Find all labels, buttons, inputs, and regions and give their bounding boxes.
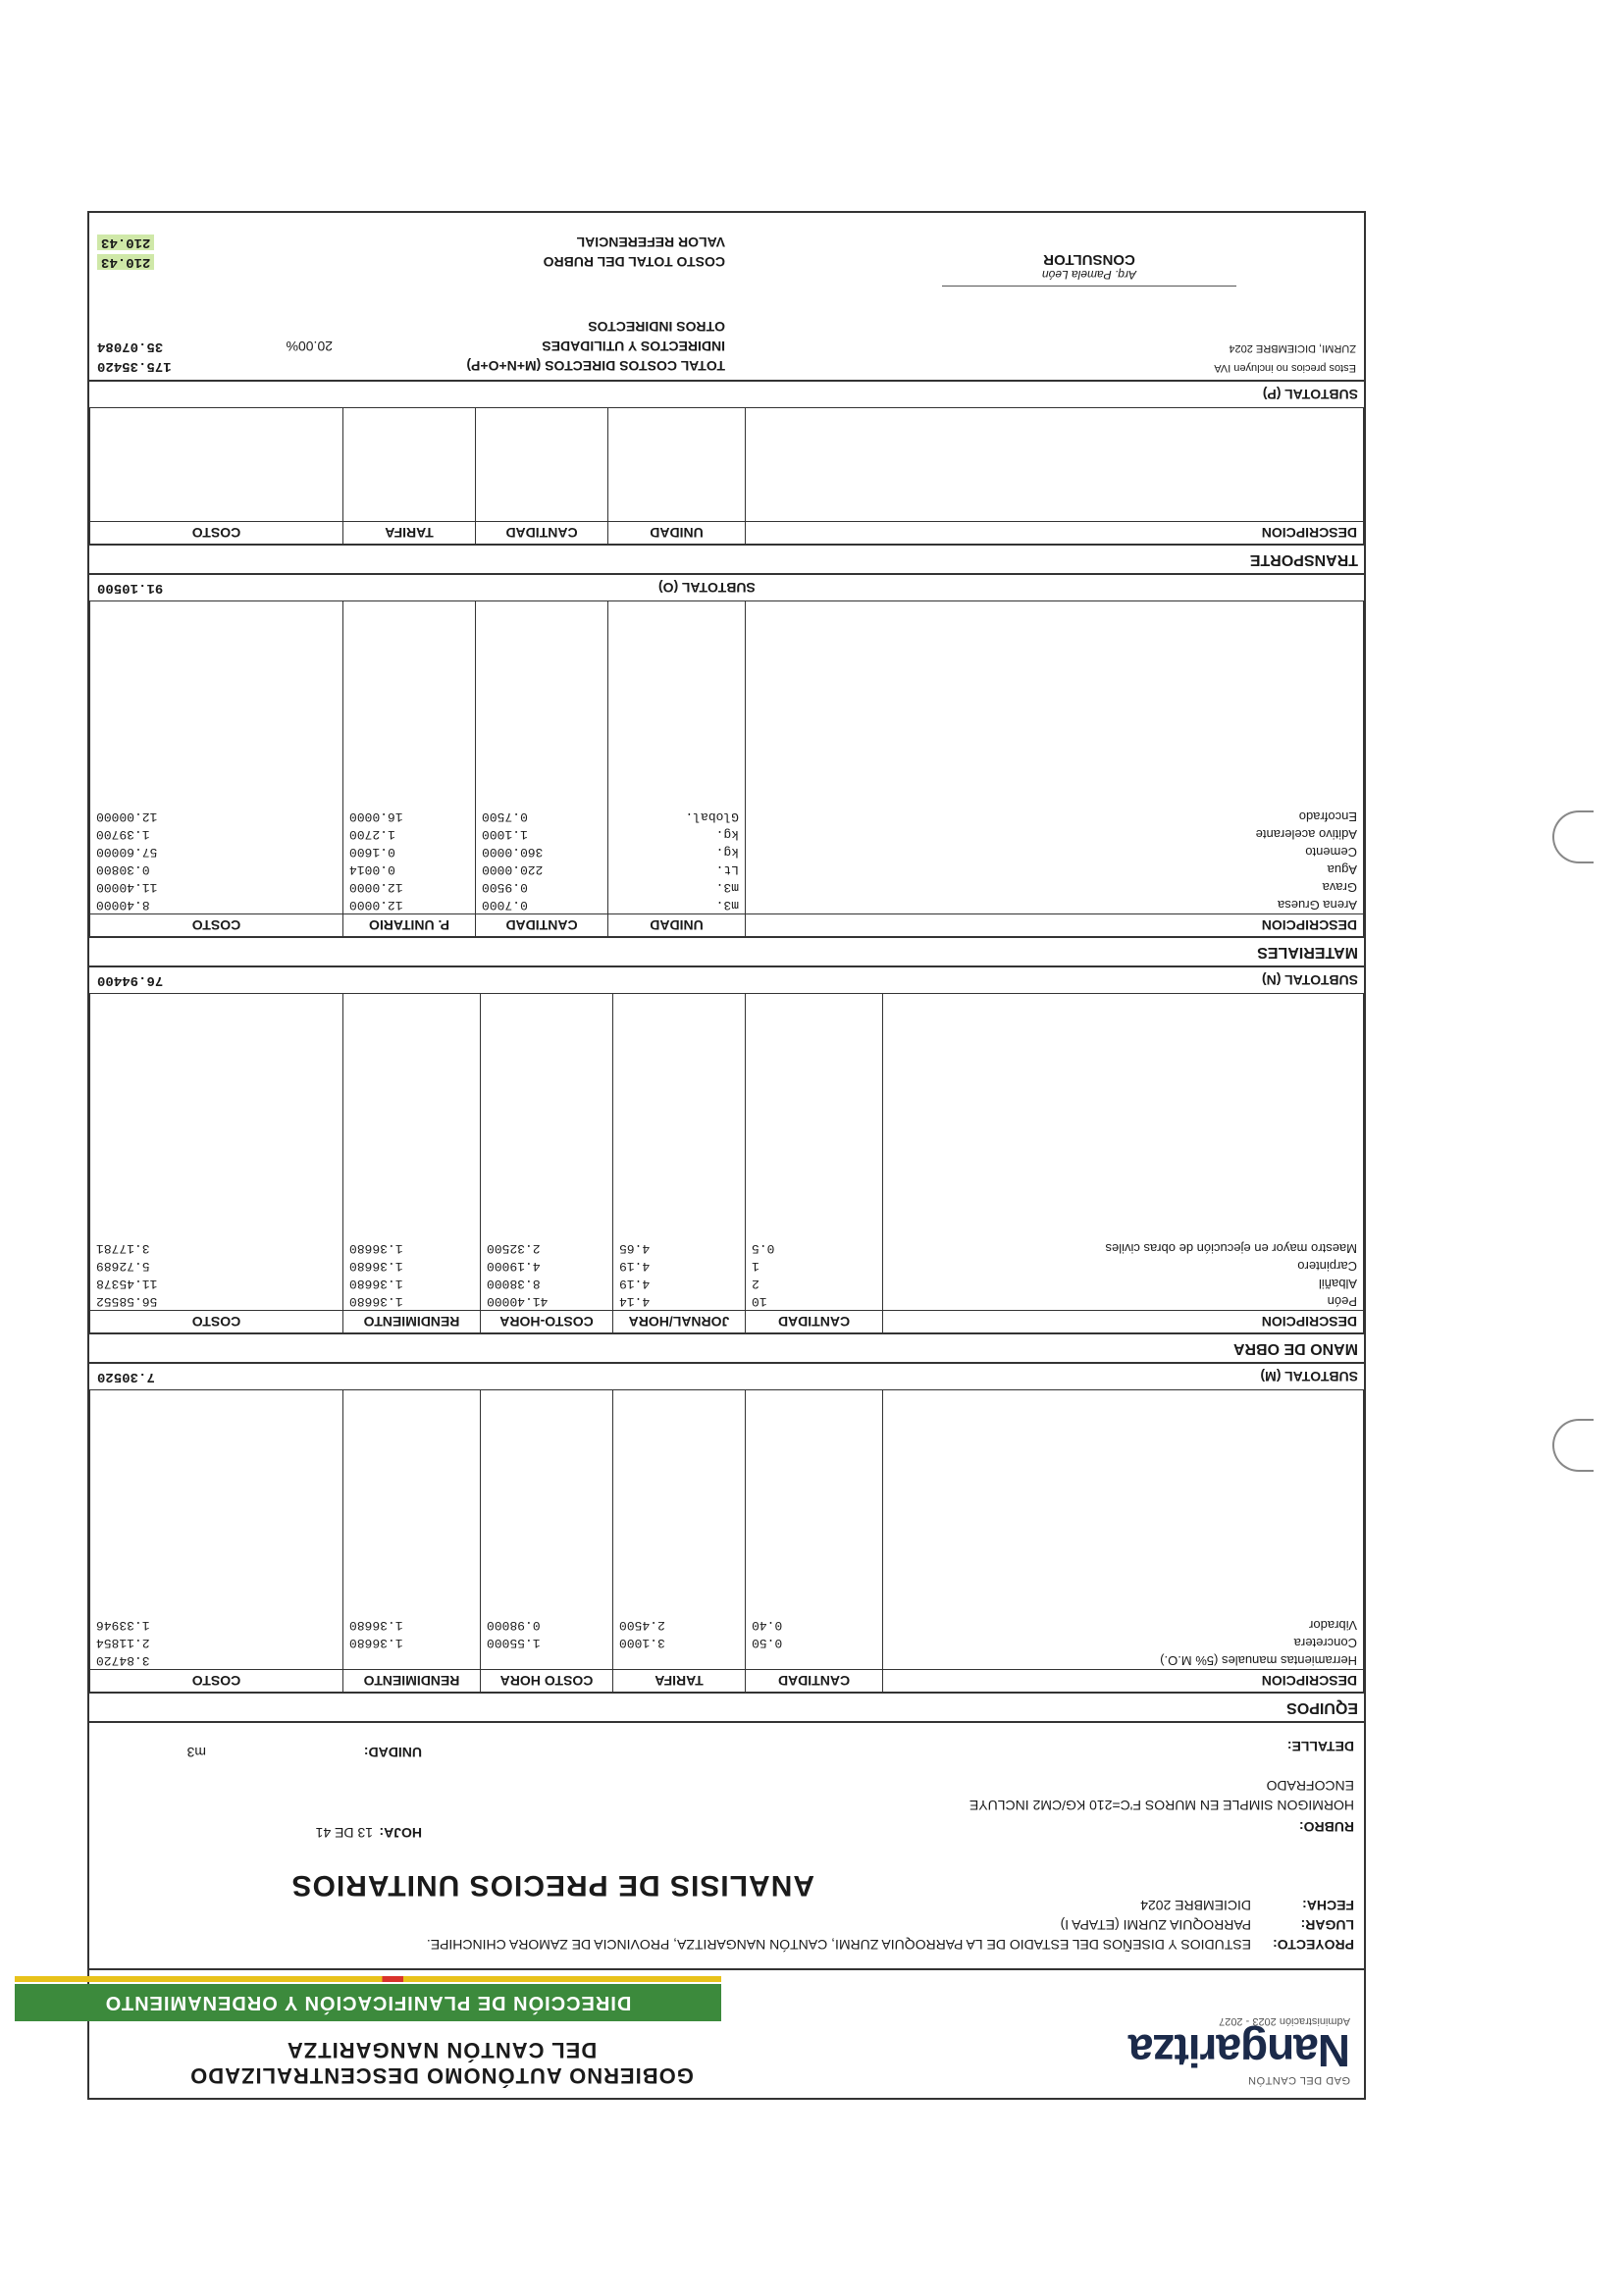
cell-tarifa (613, 1651, 746, 1670)
equipos-section (89, 1362, 1364, 1721)
cell-costo: 2.11854 (90, 1634, 343, 1651)
subtotal-value: 76.94400 (97, 972, 164, 988)
col-rendimiento: RENDIMIENTO (343, 1670, 481, 1693)
cell-unitario: 1.2700 (343, 825, 476, 843)
punch-hole-mark (1552, 1419, 1594, 1472)
mano-obra-table (89, 994, 1364, 1333)
cell-cantidad: 1 (746, 1257, 883, 1275)
col-unidad: UNIDAD (608, 522, 746, 545)
cell-cantidad: 360.0000 (476, 843, 608, 861)
cell-rendimiento: 1.36680 (343, 1292, 481, 1311)
cell-costo-hora (481, 1651, 613, 1670)
cell-costo: 3.84720 (90, 1651, 343, 1670)
cell-costo: 56.58552 (90, 1292, 343, 1311)
totals-block (89, 213, 1364, 380)
subtotal-value: 91.10500 (97, 580, 164, 596)
col-jornal-hora: JORNAL/HORA (613, 1311, 746, 1333)
otros-indirectos-label: OTROS INDIRECTOS (588, 319, 725, 335)
cell-costo: 11.45378 (90, 1275, 343, 1292)
valor-referencial-value: 210.43 (97, 235, 154, 250)
table-row (90, 825, 1364, 843)
cell-costo: 0.30800 (90, 861, 343, 878)
table-row (90, 808, 1364, 825)
table-row (90, 1651, 1364, 1670)
logo-subtitle: GAD DEL CANTÓN (1247, 2074, 1350, 2086)
cell-desc: Arena Gruesa (746, 896, 1364, 914)
banner-stripe (15, 1976, 721, 1982)
col-costo-hora: COSTO HORA (481, 1670, 613, 1693)
cell-cantidad: 10 (746, 1292, 883, 1311)
table-row (90, 843, 1364, 861)
cell-unidad: kg. (608, 843, 746, 861)
price-analysis-sheet (87, 211, 1366, 2100)
cell-rendimiento: 1.36680 (343, 1257, 481, 1275)
government-title (128, 2037, 756, 2088)
cell-cantidad: 0.9500 (476, 878, 608, 896)
cell-rendimiento: 1.36680 (343, 1275, 481, 1292)
proyecto-value: ESTUDIOS Y DISEÑOS DEL ESTADIO DE LA PARROQUIA ZURMI, CANTÓN NANGARITZA, PROVINCIA DE ZAMORA CHINCHIPE. (426, 1937, 1251, 1953)
cell-rendimiento: 1.36680 (343, 1616, 481, 1634)
signature-block (942, 251, 1236, 287)
document-title: ANALISIS DE PRECIOS UNITARIOS (290, 1869, 814, 1902)
col-costo-hora: COSTO-HORA (481, 1311, 613, 1333)
table-row (90, 1275, 1364, 1292)
col-unidad: UNIDAD (608, 914, 746, 937)
table-row (90, 1616, 1364, 1634)
col-cantidad: CANTIDAD (746, 1311, 883, 1333)
cell-unidad: Lt. (608, 861, 746, 878)
logo-name: Nangaritza (1128, 2025, 1350, 2076)
cell-costo-hora: 41.40000 (481, 1292, 613, 1311)
cell-costo: 8.40000 (90, 896, 343, 914)
cell-cantidad: 0.7000 (476, 896, 608, 914)
cell-costo-hora: 1.55000 (481, 1634, 613, 1651)
iva-note: Estos precios no incluyen IVA (1214, 362, 1356, 374)
col-rendimiento: RENDIMIENTO (343, 1311, 481, 1333)
cell-unidad: Global. (608, 808, 746, 825)
mano-obra-title: MANO DE OBRA (89, 1333, 1364, 1362)
cell-costo: 1.33946 (90, 1616, 343, 1634)
nangaritza-logo (1026, 1983, 1350, 2086)
cell-costo: 3.17781 (90, 1239, 343, 1257)
equipos-title: EQUIPOS (89, 1693, 1364, 1721)
cell-desc: Vibrador (883, 1616, 1364, 1634)
lugar-value: PARROQUIA ZURMI (ETAPA I) (1060, 1917, 1251, 1933)
rubro-line-1: HORMIGON SIMPLE EN MUROS F'C=210 KG/CM2 INCLUYE (969, 1798, 1354, 1813)
table-row (90, 861, 1364, 878)
cell-unidad: m3. (608, 878, 746, 896)
signer-role: CONSULTOR (1043, 251, 1135, 268)
subtotal-label: SUBTOTAL (P) (1262, 387, 1358, 402)
materiales-header-row (90, 914, 1364, 937)
cell-rendimiento (343, 1651, 481, 1670)
cell-desc: Albañil (883, 1275, 1364, 1292)
subtotal-label: SUBTOTAL (N) (1262, 972, 1358, 988)
blank-row (90, 994, 1364, 1239)
indirectos-label: INDIRECTOS Y UTILIDADES (542, 339, 725, 354)
cell-tarifa: 3.1000 (613, 1634, 746, 1651)
cell-desc: Cemento (746, 843, 1364, 861)
materiales-table (89, 601, 1364, 937)
cell-desc: Grava (746, 878, 1364, 896)
cell-jornal: 4.14 (613, 1292, 746, 1311)
mano-obra-subtotal (89, 967, 1364, 994)
cell-cantidad: 0.50 (746, 1634, 883, 1651)
col-costo: COSTO (90, 522, 343, 545)
cell-cantidad: 0.5 (746, 1239, 883, 1257)
cell-cantidad: 1.1000 (476, 825, 608, 843)
col-tarifa: TARIFA (343, 522, 476, 545)
cell-costo-hora: 4.19000 (481, 1257, 613, 1275)
hoja-label: HOJA: (379, 1825, 422, 1841)
fecha-label: FECHA: (1302, 1898, 1354, 1913)
transporte-section (89, 380, 1364, 573)
cell-unidad: kg. (608, 825, 746, 843)
total-directos-label: TOTAL COSTOS DIRECTOS (M+N+O+P) (466, 358, 725, 374)
cell-desc: Carpintero (883, 1257, 1364, 1275)
transporte-header-row (90, 522, 1364, 545)
col-costo: COSTO (90, 1670, 343, 1693)
cell-tarifa: 2.4500 (613, 1616, 746, 1634)
cell-costo-hora: 0.98000 (481, 1616, 613, 1634)
cell-cantidad: 2 (746, 1275, 883, 1292)
costo-total-value: 210.43 (97, 254, 154, 270)
document-header (89, 1968, 1364, 2098)
cell-costo: 1.39700 (90, 825, 343, 843)
indirectos-pct: 20.00% (286, 339, 333, 354)
cell-desc: Aditivo acelerante (746, 825, 1364, 843)
department-banner: DIRECCIÓN DE PLANIFICACIÓN Y ORDENAMIENTO (15, 1984, 721, 2021)
signer-name: Arq. Pamela León (1041, 268, 1137, 282)
table-row (90, 1257, 1364, 1275)
hoja-value: 13 DE 41 (315, 1825, 373, 1841)
blank-row (90, 1390, 1364, 1616)
table-row (90, 1292, 1364, 1311)
col-descripcion: DESCRIPCION (746, 914, 1364, 937)
proyecto-label: PROYECTO: (1273, 1937, 1354, 1953)
table-row (90, 878, 1364, 896)
cell-desc: Maestro mayor en ejecución de obras civiles (883, 1239, 1364, 1257)
fecha-value: DICIEMBRE 2024 (1140, 1898, 1251, 1913)
equipos-subtotal (89, 1364, 1364, 1390)
valor-referencial-label: VALOR REFERENCIAL (576, 235, 725, 250)
col-descripcion: DESCRIPCION (883, 1311, 1364, 1333)
subtotal-value: 7.30520 (97, 1369, 155, 1384)
cell-desc: Peón (883, 1292, 1364, 1311)
cell-desc: Encofrado (746, 808, 1364, 825)
unidad-label: UNIDAD: (363, 1745, 422, 1760)
cell-unidad: m3. (608, 896, 746, 914)
gov-line-1: GOBIERNO AUTÓNOMO DESCENTRALIZADO (189, 2063, 694, 2088)
col-cantidad: CANTIDAD (476, 522, 608, 545)
cell-jornal: 4.19 (613, 1257, 746, 1275)
cell-costo-hora: 8.38000 (481, 1275, 613, 1292)
cell-cantidad: 0.40 (746, 1616, 883, 1634)
col-cantidad: CANTIDAD (746, 1670, 883, 1693)
col-descripcion: DESCRIPCION (883, 1670, 1364, 1693)
rubro-label: RUBRO: (1299, 1819, 1354, 1835)
table-row (90, 1634, 1364, 1651)
transporte-subtotal (89, 382, 1364, 408)
cell-desc: Concretera (883, 1634, 1364, 1651)
cell-unitario: 0.1600 (343, 843, 476, 861)
gov-line-2: DEL CANTÓN NANGARITZA (286, 2038, 598, 2062)
detalle-label: DETALLE: (1286, 1739, 1354, 1754)
logo-admin: Administración 2023 - 2027 (1219, 2015, 1350, 2027)
subtotal-label: SUBTOTAL (O) (658, 580, 756, 596)
mano-obra-section (89, 965, 1364, 1362)
cell-cantidad: 220.0000 (476, 861, 608, 878)
materiales-subtotal (89, 575, 1364, 601)
col-costo: COSTO (90, 914, 343, 937)
rubro-line-2: ENCOFRADO (1266, 1778, 1354, 1794)
col-descripcion: DESCRIPCION (746, 522, 1364, 545)
col-cantidad: CANTIDAD (476, 914, 608, 937)
cell-costo: 57.60000 (90, 843, 343, 861)
transporte-title: TRANSPORTE (89, 545, 1364, 573)
total-directos-value: 175.35420 (97, 358, 172, 374)
costo-total-label: COSTO TOTAL DEL RUBRO (543, 254, 725, 270)
cell-cantidad: 0.7500 (476, 808, 608, 825)
lugar-label: LUGAR: (1300, 1917, 1354, 1933)
transporte-table (89, 408, 1364, 545)
col-costo: COSTO (90, 1311, 343, 1333)
table-row (90, 896, 1364, 914)
equipos-table (89, 1390, 1364, 1693)
cell-cantidad (746, 1651, 883, 1670)
cell-jornal: 4.19 (613, 1275, 746, 1292)
cell-desc: Agua (746, 861, 1364, 878)
materiales-section (89, 573, 1364, 965)
cell-rendimiento: 1.36680 (343, 1634, 481, 1651)
blank-row (90, 601, 1364, 808)
equipos-header-row (90, 1670, 1364, 1693)
cell-rendimiento: 1.36680 (343, 1239, 481, 1257)
col-p-unitario: P. UNITARIO (343, 914, 476, 937)
project-info (89, 1721, 1364, 1968)
unidad-value: m3 (186, 1745, 206, 1760)
cell-unitario: 16.0000 (343, 808, 476, 825)
cell-costo: 11.40000 (90, 878, 343, 896)
subtotal-label: SUBTOTAL (M) (1260, 1369, 1358, 1384)
table-row (90, 1239, 1364, 1257)
cell-costo: 12.00000 (90, 808, 343, 825)
materiales-title: MATERIALES (89, 937, 1364, 965)
cell-unitario: 12.0000 (343, 878, 476, 896)
punch-hole-mark (1552, 810, 1594, 863)
mano-obra-header-row (90, 1311, 1364, 1333)
indirectos-value: 35.07084 (97, 339, 164, 354)
cell-jornal: 4.65 (613, 1239, 746, 1257)
cell-unitario: 12.0000 (343, 896, 476, 914)
cell-costo: 5.72689 (90, 1257, 343, 1275)
cell-unitario: 0.0014 (343, 861, 476, 878)
cell-costo-hora: 2.32500 (481, 1239, 613, 1257)
col-tarifa: TARIFA (613, 1670, 746, 1693)
blank-row (90, 408, 1364, 522)
date-place: ZURMI, DICIEMBRE 2024 (1229, 342, 1356, 354)
cell-desc: Herramientas manuales (5% M.O.) (883, 1651, 1364, 1670)
